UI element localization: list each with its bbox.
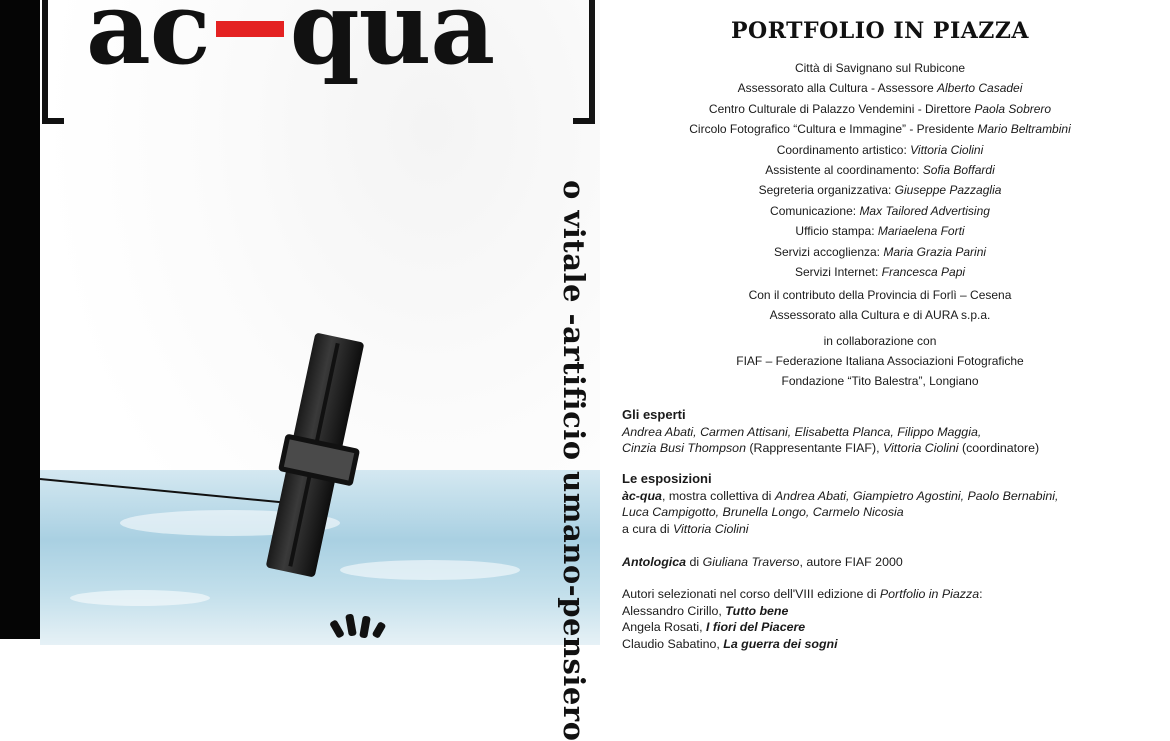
credits-panel [600,0,1170,651]
cover-title-right: qua [289,0,495,87]
experts-section [622,407,1162,457]
exhibition-line: a cura di Vittoria Ciolini [622,521,749,536]
collaboration-line: Fondazione “Tito Balestra”, Longiano [781,374,979,389]
exhibition-line: àc-qua, mostra collettiva di Andrea Abati, Giampietro Agostini, Paolo Bernabini, [622,488,1059,503]
contribution-credits [600,285,1160,326]
collaboration-label: in collaborazione con [823,334,937,348]
credit-line: Centro Culturale di Palazzo Vendemini - Direttore Paola Sobrero [708,101,1052,116]
organization-credits [600,58,1160,282]
exhibitions-section [622,471,1162,537]
credit-line: Comunicazione: Max Tailored Advertising [770,203,990,218]
antologica-line: Antologica di Giuliana Traverso, autore FIAF 2000 [622,555,903,569]
cover-title-left: ac [86,0,210,87]
vertical-tagline-text: o vitale -artificio umano-pensiero [557,180,591,741]
collaboration-credits [600,351,1160,392]
credit-line: Assistente al coordinamento: Sofia Boffardi [765,163,995,178]
credit-line: Città di Savignano sul Rubicone [794,61,966,75]
credit-line: Circolo Fotografico “Cultura e Immagine” - Presidente Mario Beltrambini [689,122,1071,137]
credit-line: Servizi accoglienza: Maria Grazia Parini [773,244,987,259]
contribution-line: Assessorato alla Cultura e di AURA s.p.a. [769,308,991,323]
cover-title [86,0,495,87]
credit-line: Assessorato alla Cultura - Assessore Alberto Casadei [737,81,1023,96]
section-title: Gli esperti [622,407,686,422]
black-edge-bar [0,0,40,639]
right-bracket [573,0,595,124]
credit-line: Servizi Internet: Francesca Papi [794,265,966,280]
left-bracket [42,0,64,124]
author-entry: Claudio Sabatino, La guerra dei sogni [622,636,838,651]
red-dash [216,21,284,37]
experts-line: Cinzia Busi Thompson (Rappresentante FIAF), Vittoria Ciolini (coordinatore) [622,441,1040,455]
credit-line: Ufficio stampa: Mariaelena Forti [795,224,965,239]
selected-authors-section [622,586,1162,652]
author-entry: Angela Rosati, I fiori del Piacere [622,620,806,634]
authors-intro: Autori selezionati nel corso dell'VIII edizione di Portfolio in Piazza: [622,587,983,601]
credit-line: Coordinamento artistico: Vittoria Ciolini [776,142,984,157]
collaboration-line: FIAF – Federazione Italiana Associazioni Fotografiche [736,354,1024,368]
contribution-line: Con il contributo della Provincia di Forlì – Cesena [748,288,1012,302]
experts-line: Andrea Abati, Carmen Attisani, Elisabetta Planca, Filippo Maggia, [622,424,982,439]
drops-mark [325,612,385,642]
exhibition-line: Luca Campigotto, Brunella Longo, Carmelo Nicosia [622,505,904,519]
page-title: PORTFOLIO IN PIAZZA [731,18,1029,44]
author-entry: Alessandro Cirillo, Tutto bene [622,603,789,618]
vertical-tagline [535,180,595,741]
credit-line: Segreteria organizzativa: Giuseppe Pazzaglia [758,183,1002,198]
section-title: Le esposizioni [622,471,712,486]
